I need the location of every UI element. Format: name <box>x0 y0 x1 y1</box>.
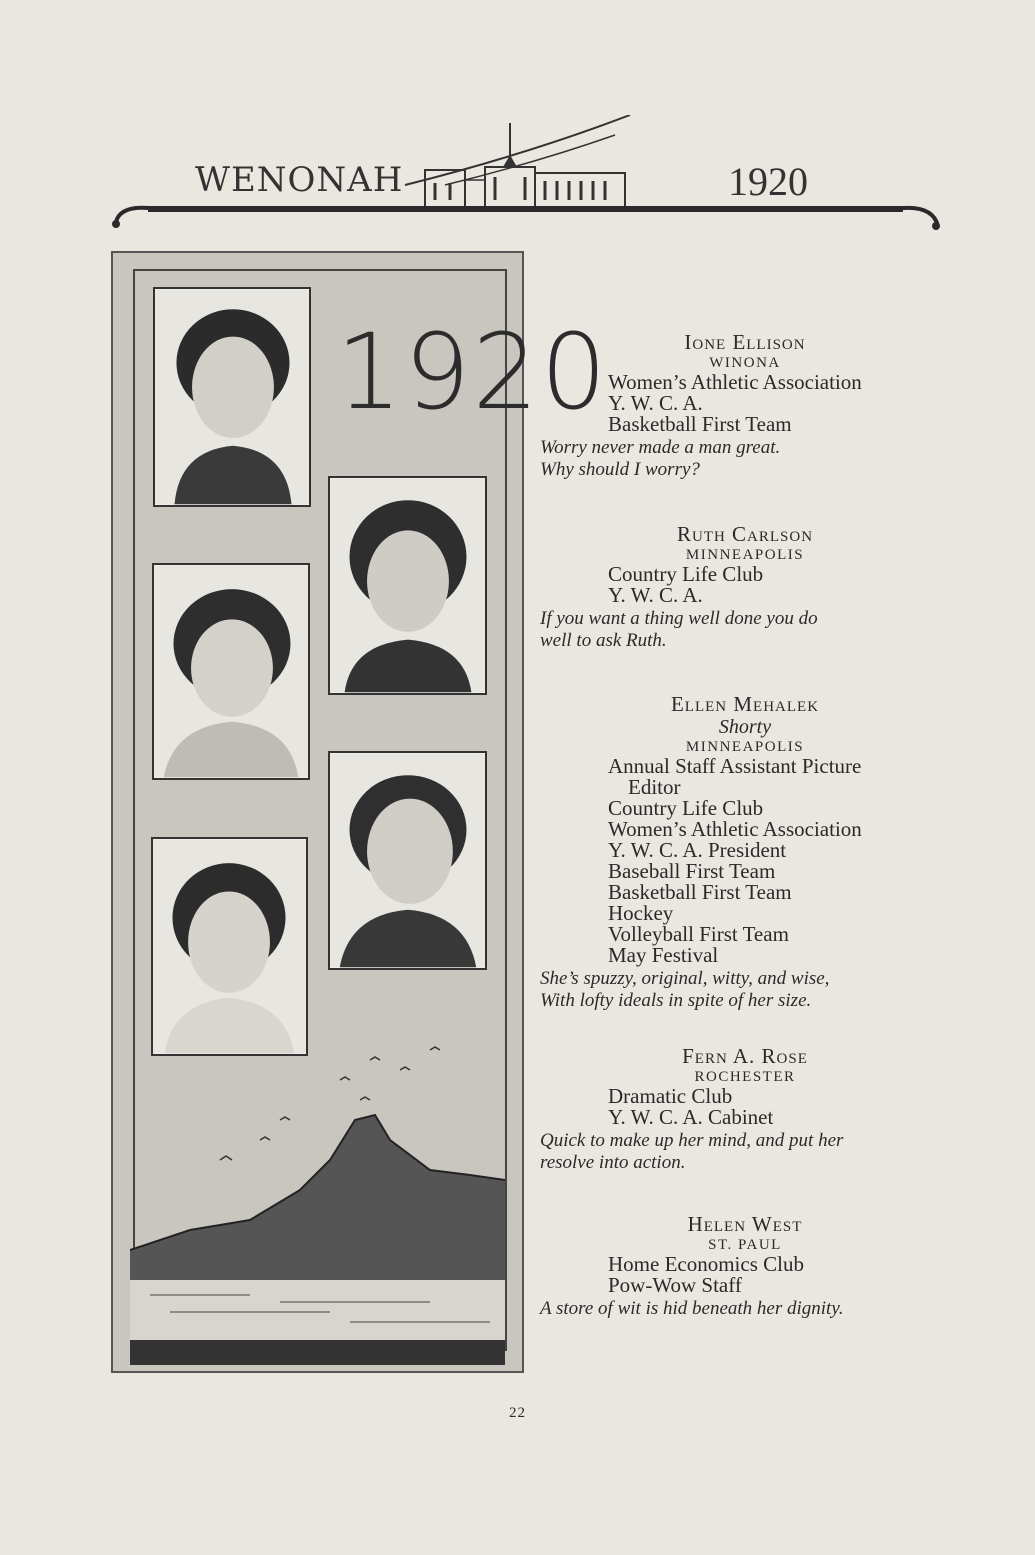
activity-item: Home Economics Club <box>608 1252 804 1276</box>
activity-item: Y. W. C. A. <box>608 583 703 607</box>
activity-item: Dramatic Club <box>608 1084 733 1108</box>
page-number: 22 <box>509 1405 526 1421</box>
entry-quote: Why should I worry? <box>540 459 700 480</box>
entry-quote: well to ask Ruth. <box>540 630 667 651</box>
entry-ruth-carlson <box>540 522 950 652</box>
portrait-photo-5 <box>151 837 308 1056</box>
activity-item: Women’s Athletic Association <box>608 817 862 841</box>
entry-town: ST. PAUL <box>708 1237 782 1253</box>
panel-year: 1920 <box>336 311 609 433</box>
entry-quote: Quick to make up her mind, and put her <box>540 1130 844 1151</box>
entry-ellen-mehalek <box>540 692 950 1012</box>
portrait-icon <box>330 753 485 968</box>
entry-quote: If you want a thing well done you do <box>540 608 818 629</box>
entry-ione-ellison <box>540 330 950 481</box>
entry-town: WINONA <box>709 355 781 371</box>
entry-name: Ruth Carlson <box>676 522 814 546</box>
activity-item: Y. W. C. A. <box>608 391 703 415</box>
entry-town: MINNEAPOLIS <box>685 739 805 755</box>
activity-item: Basketball First Team <box>608 880 792 904</box>
entry-helen-west <box>540 1212 950 1320</box>
portrait-photo-1 <box>153 287 311 507</box>
activity-item: Annual Staff Assistant Picture <box>608 754 862 778</box>
activity-item: May Festival <box>608 943 719 967</box>
activity-item: Baseball First Team <box>608 859 776 883</box>
portrait-photo-2 <box>328 476 487 695</box>
activity-item: Editor <box>628 775 681 799</box>
portrait-icon <box>155 289 309 505</box>
entry-name: Ione Ellison <box>684 330 806 354</box>
entry-nickname: Shorty <box>718 716 772 738</box>
entry-fern-rose <box>540 1044 950 1174</box>
entry-name: Helen West <box>687 1212 803 1236</box>
activity-item: Y. W. C. A. President <box>608 838 787 862</box>
activity-item: Pow-Wow Staff <box>608 1273 742 1297</box>
activity-item: Hockey <box>608 901 674 925</box>
activity-item: Volleyball First Team <box>608 922 789 946</box>
activity-item: Women’s Athletic Association <box>608 370 862 394</box>
header-rule <box>108 196 943 232</box>
landscape-illustration <box>130 1040 505 1365</box>
entry-name: Ellen Mehalek <box>670 692 820 716</box>
entry-town: ROCHESTER <box>694 1069 796 1085</box>
activity-item: Basketball First Team <box>608 412 792 436</box>
entry-quote: She’s spuzzy, original, witty, and wise, <box>540 968 830 989</box>
entry-quote: Worry never made a man great. <box>540 437 781 458</box>
entry-quote: resolve into action. <box>540 1152 686 1173</box>
activity-item: Country Life Club <box>608 796 764 820</box>
portrait-icon <box>330 478 485 693</box>
activity-item: Y. W. C. A. Cabinet <box>608 1105 774 1129</box>
entry-town: MINNEAPOLIS <box>685 547 805 563</box>
portrait-photo-4 <box>328 751 487 970</box>
portrait-icon <box>154 565 308 778</box>
activity-item: Country Life Club <box>608 562 764 586</box>
header-year: 1920 <box>728 159 808 204</box>
portrait-photo-3 <box>152 563 310 780</box>
entry-quote: With lofty ideals in spite of her size. <box>540 990 812 1011</box>
entry-name: Fern A. Rose <box>682 1044 808 1068</box>
entry-quote: A store of wit is hid beneath her dignity. <box>540 1298 844 1319</box>
header-title: WENONAH <box>195 160 404 200</box>
portrait-icon <box>153 839 306 1054</box>
